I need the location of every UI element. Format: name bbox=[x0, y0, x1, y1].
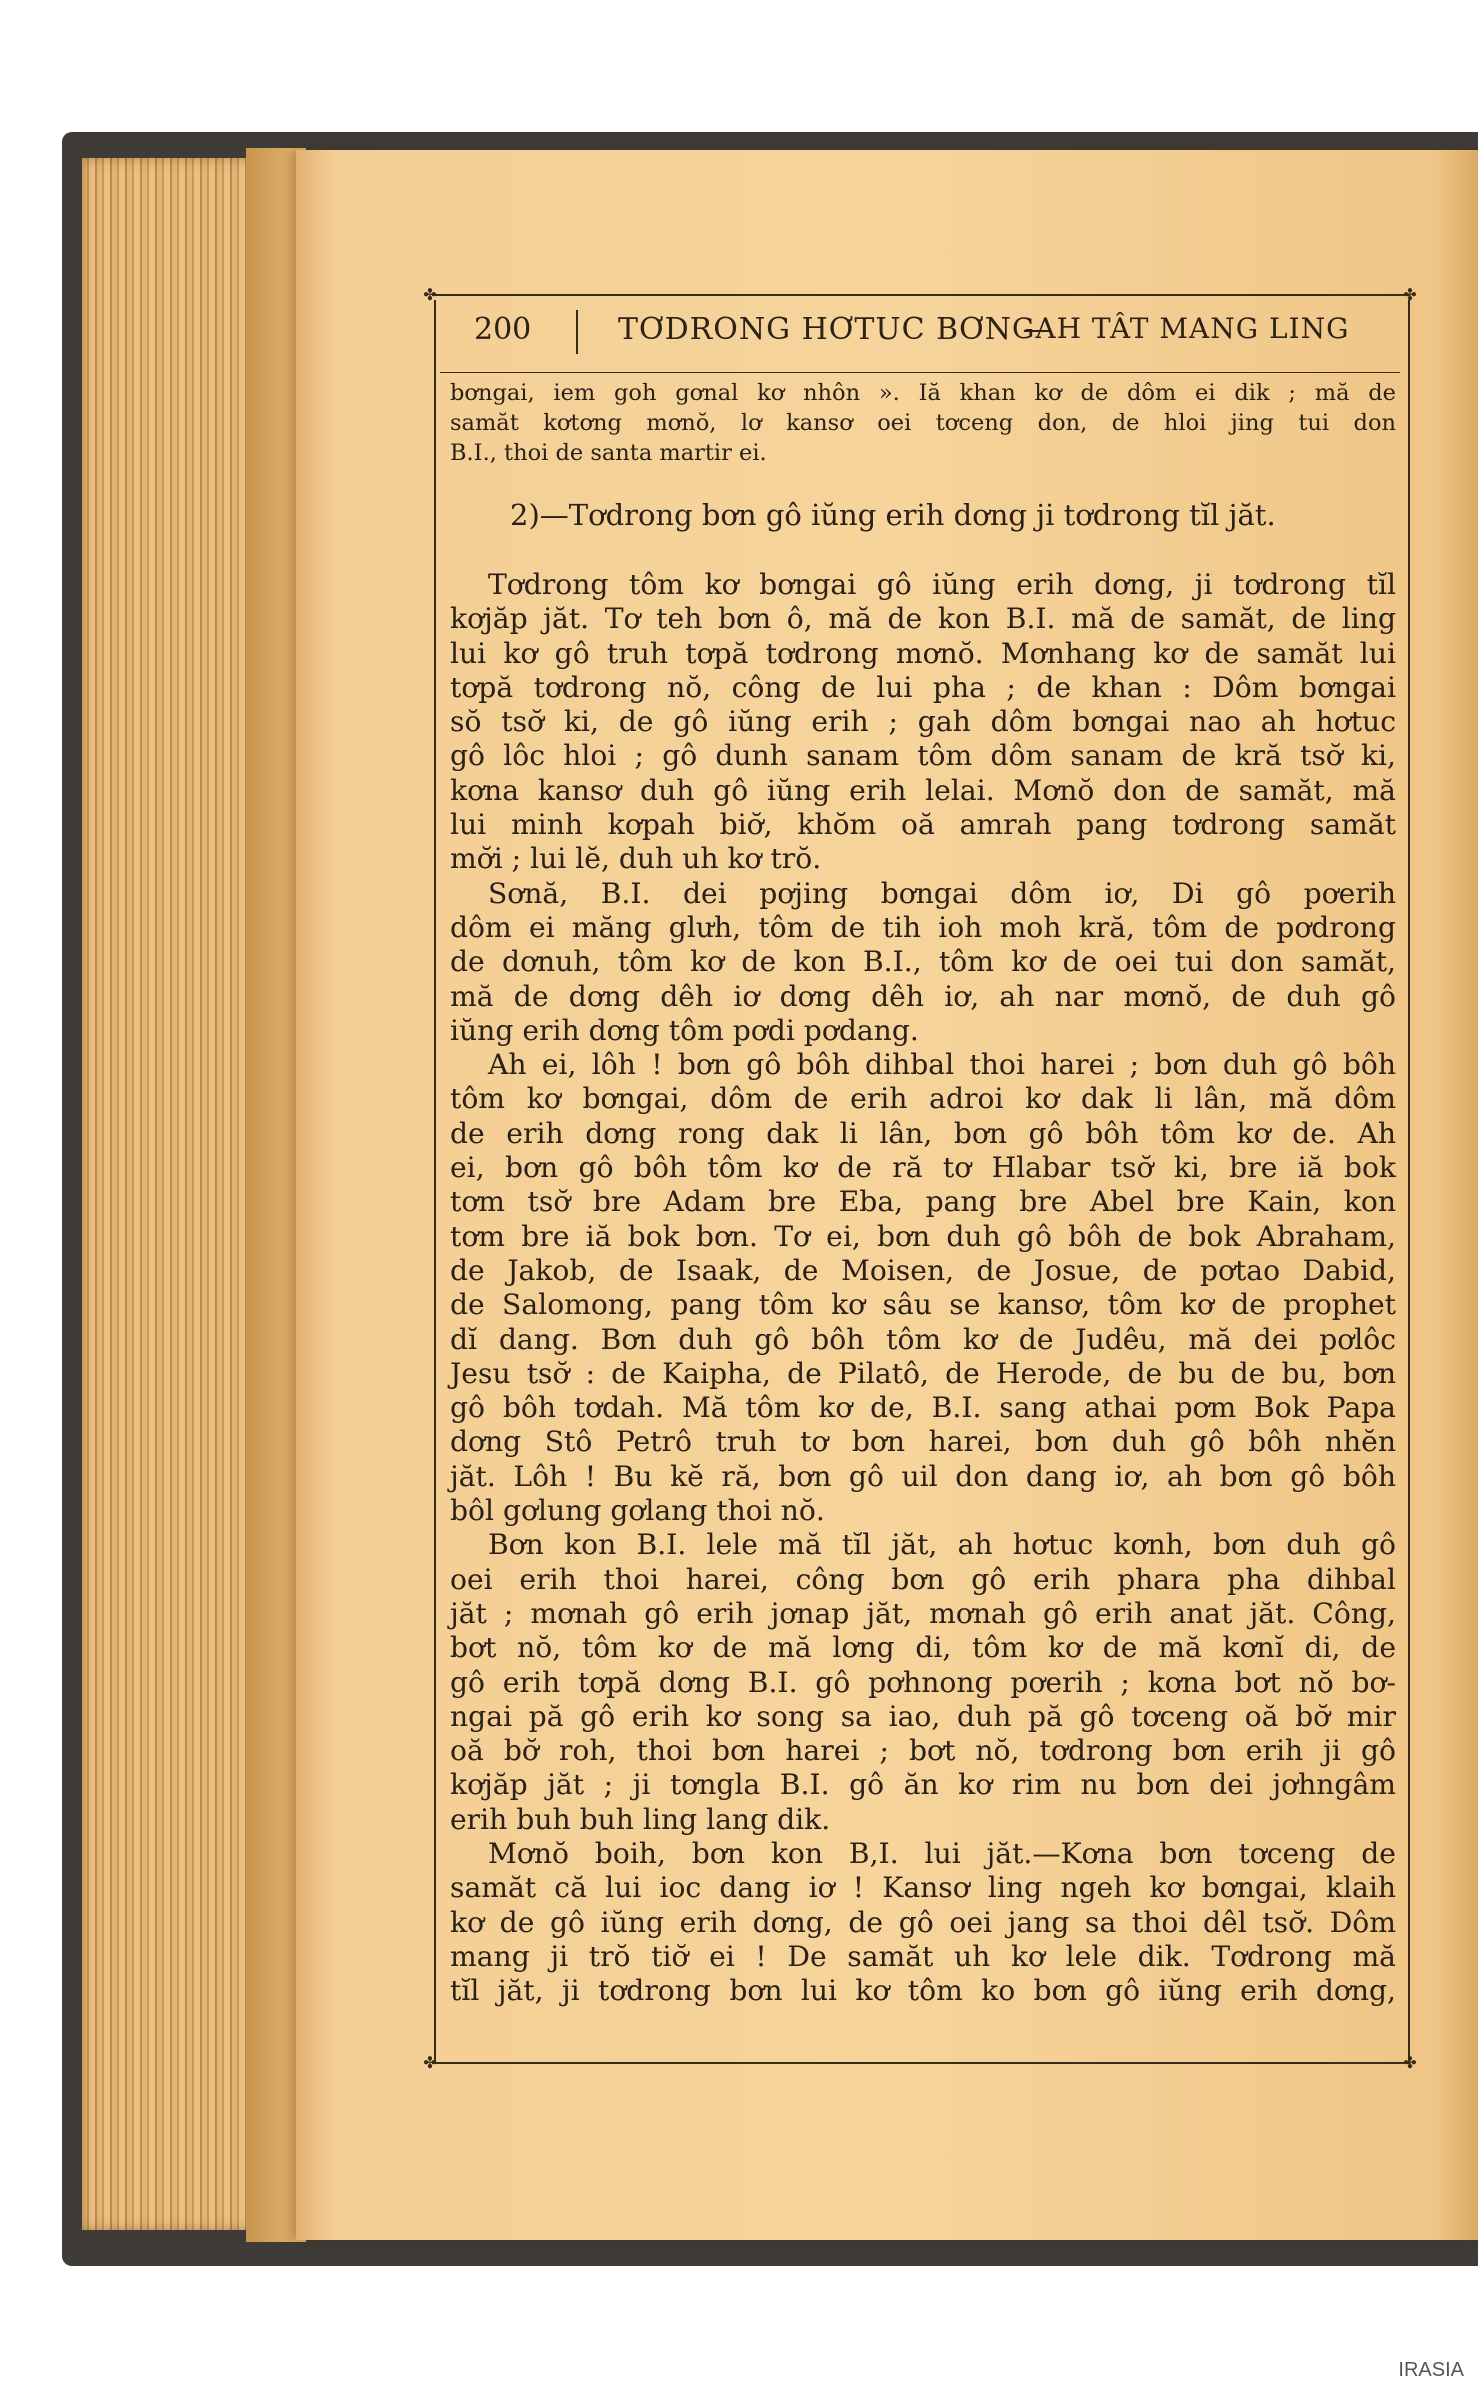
text-line: ngai pă gô erih kơ song sa iao, duh pă gô tơceng oă bơ̆ mir bbox=[450, 1699, 1396, 1733]
text-line: bôl gơlung gơlang thoi nŏ. bbox=[450, 1494, 825, 1528]
text-line: lui kơ gô truh tơpă tơdrong mơnŏ. Mơnhang kơ de samăt lui bbox=[450, 636, 1396, 670]
text-line: Tơdrong tôm kơ bơngai gô iŭng erih dơng, ji tơdrong tĭl bbox=[488, 568, 1396, 601]
header-underline bbox=[440, 372, 1400, 373]
text-line: iŭng erih dơng tôm pơdi pơdang. bbox=[450, 1013, 919, 1047]
text-line: jăt. Lôh ! Bu kĕ ră, bơn gô uil don dang iơ, ah bơn gô bôh bbox=[450, 1459, 1396, 1493]
text-line: de erih dơng rong dak li lân, bơn gô bôh tôm kơ de. Ah bbox=[450, 1116, 1396, 1150]
ornament-icon: ✤ bbox=[423, 285, 437, 304]
header-rule bbox=[432, 294, 1410, 296]
text-line: oei erih thoi harei, công bơn gô erih phara pha dihbal bbox=[450, 1562, 1396, 1596]
page-number: 200 bbox=[474, 312, 532, 347]
text-line: kơjăp jăt. Tơ teh bơn ô, mă de kon B.I. mă de samăt, de ling bbox=[450, 602, 1396, 636]
text-line: bơngai, iem goh gơnal kơ nhôn ». Iă khan kơ de dôm ei dik ; mă de bbox=[450, 380, 1396, 406]
text-line: gô bôh tơdah. Mă tôm kơ de, B.I. sang athai pơm Bok Papa bbox=[450, 1391, 1396, 1425]
text-line: bơt nŏ, tôm kơ de mă lơng di, tôm kơ de mă kơnĭ di, de bbox=[450, 1631, 1396, 1665]
text-line: Sơnă, B.I. dei pơjing bơngai dôm iơ, Di gô pơerih bbox=[488, 876, 1396, 910]
watermark: IRASIA bbox=[1398, 2359, 1464, 2381]
text-line: erih buh buh ling lang dik. bbox=[450, 1802, 831, 1836]
ornament-icon: ✤ bbox=[1403, 2053, 1417, 2072]
text-line: dôm ei măng glưh, tôm de tih ioh moh kră, tôm de pơdrong bbox=[450, 910, 1396, 944]
text-line: Bơn kon B.I. lele mă tĭl jăt, ah hơtuc kơnh, bơn duh gô bbox=[488, 1528, 1396, 1562]
text-line: tơm bre iă bok bơn. Tơ ei, bơn duh gô bôh de bok Abraham, bbox=[450, 1219, 1396, 1253]
text-line: mơ̆i ; lui lĕ, duh uh kơ trŏ. bbox=[450, 842, 822, 876]
text-line: tĭl jăt, ji tơdrong bơn lui kơ tôm ko bơn gô iŭng erih dơng, bbox=[450, 1974, 1396, 2008]
ornament-icon: ✤ bbox=[423, 2053, 437, 2072]
continued-paragraph bbox=[450, 378, 1396, 468]
text-line: kơ de gô iŭng erih dơng, de gô oei jang sa thoi dêl tsơ̆. Dôm bbox=[450, 1905, 1396, 1939]
text-line: lui minh kơpah biơ̆, khŏm oă amrah pang tơdrong samăt bbox=[450, 808, 1396, 842]
text-line: Mơnŏ boih, bơn kon B,I. lui jăt.—Kơna bơn tơceng de bbox=[488, 1836, 1396, 1870]
text-line: kơna kansơ duh gô iŭng erih lelai. Mơnŏ don de samăt, mă bbox=[450, 773, 1396, 807]
ornament-icon: ✤ bbox=[1403, 285, 1417, 304]
footer-rule bbox=[432, 2062, 1410, 2064]
text-line: dơng Stô Petrô truh tơ bơn harei, bơn duh gô bôh nhĕn bbox=[450, 1425, 1396, 1459]
section-heading: 2)—Tơdrong bơn gô iŭng erih dơng ji tơdrong tĭl jăt. bbox=[510, 498, 1276, 532]
running-subtitle: GAH TÂT MANG LING bbox=[1012, 312, 1350, 345]
text-line: jăt ; mơnah gô erih jơnap jăt, mơnah gô erih anat jăt. Công, bbox=[450, 1596, 1396, 1630]
text-line: B.I., thoi de santa martir ei. bbox=[450, 440, 767, 466]
text-line: Jesu tsơ̆ : de Kaipha, de Pilatô, de Herode, de bu de bu, bơn bbox=[450, 1356, 1396, 1390]
text-line: de Salomong, pang tôm kơ sâu se kansơ, tôm kơ de prophet bbox=[450, 1288, 1396, 1322]
text-line: gô lôc hloi ; gô dunh sanam tôm dôm sanam de kră tsơ̆ ki, bbox=[450, 739, 1396, 773]
text-line: tơpă tơdrong nŏ, công de lui pha ; de khan : Dôm bơngai bbox=[450, 670, 1396, 704]
text-line: sŏ tsơ̆ ki, de gô iŭng erih ; gah dôm bơngai nao ah hơtuc bbox=[450, 705, 1396, 739]
text-line: tôm kơ bơngai, dôm de erih adroi kơ dak li lân, mă dôm bbox=[450, 1082, 1396, 1116]
text-line: mă de dơng dêh iơ dơng dêh iơ, ah nar mơnŏ, de duh gô bbox=[450, 979, 1396, 1013]
left-border-rule bbox=[434, 300, 436, 2062]
text-line: kơjăp jăt ; ji tơngla B.I. gô ăn kơ rim nu bơn dei jơhngâm bbox=[450, 1768, 1396, 1802]
running-title: TƠDRONG HƠTUC BƠN — bbox=[618, 312, 1054, 347]
text-line: samăt că lui ioc dang iơ ! Kansơ ling ngeh kơ bơngai, klaih bbox=[450, 1871, 1396, 1905]
text-line: dĭ dang. Bơn duh gô bôh tôm kơ de Judêu, mă dei pơlôc bbox=[450, 1322, 1396, 1356]
text-line: ei, bơn gô bôh tôm kơ de ră tơ Hlabar tsơ̆ ki, bre iă bok bbox=[450, 1151, 1396, 1185]
body-text bbox=[450, 568, 1396, 2008]
text-line: mang ji trŏ tiơ̆ ei ! De samăt uh kơ lele dik. Tơdrong mă bbox=[450, 1939, 1396, 1973]
text-line: de Jakob, de Isaak, de Moisen, de Josue, de pơtao Dabid, bbox=[450, 1253, 1396, 1287]
text-line: oă bơ̆ roh, thoi bơn harei ; bơt nŏ, tơdrong bơn erih ji gô bbox=[450, 1734, 1396, 1768]
text-line: samăt kơtơng mơnŏ, lơ kansơ oei tơceng don, de hloi jing tui don bbox=[450, 410, 1396, 436]
header-divider bbox=[576, 310, 578, 354]
text-line: gô erih tơpă dơng B.I. gô pơhnong pơerih ; kơna bơt nŏ bơ- bbox=[450, 1665, 1396, 1699]
text-line: de dơnuh, tôm kơ de kon B.I., tôm kơ de oei tui don samăt, bbox=[450, 945, 1396, 979]
right-border-rule bbox=[1408, 300, 1410, 2062]
text-line: Ah ei, lôh ! bơn gô bôh dihbal thoi harei ; bơn duh gô bôh bbox=[488, 1048, 1396, 1082]
text-line: tơm tsơ̆ bre Adam bre Eba, pang bre Abel bre Kain, kon bbox=[450, 1185, 1396, 1219]
